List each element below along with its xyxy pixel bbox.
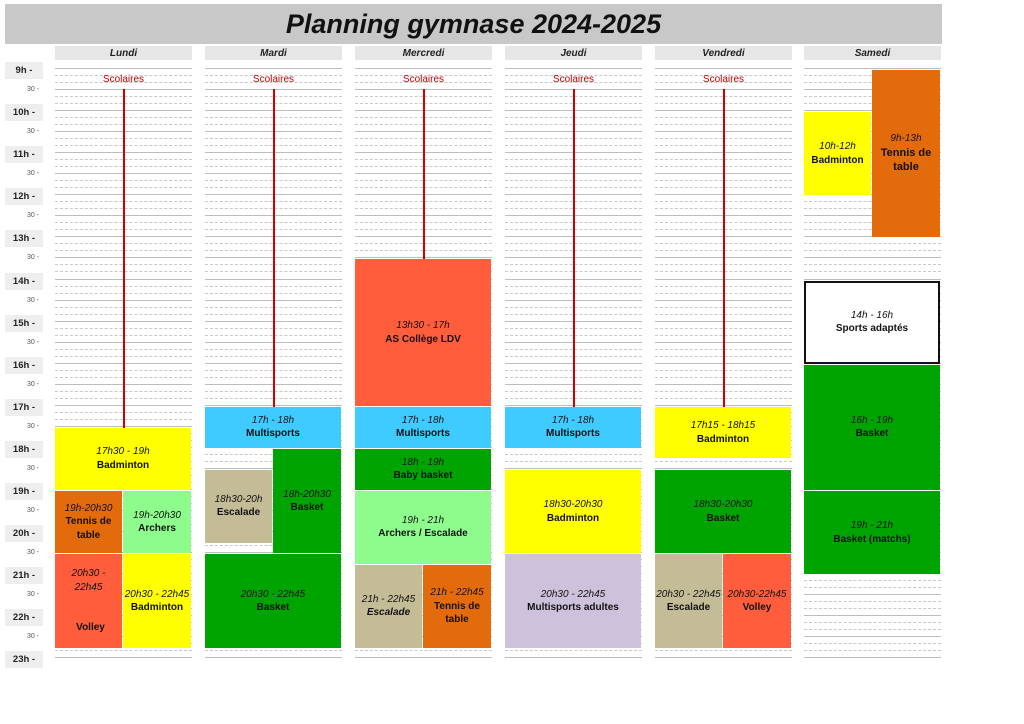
event-block[interactable] (505, 554, 641, 648)
half-hour-label: 30 - (26, 464, 39, 472)
hour-label: 20h - (5, 525, 43, 542)
half-hour-label: 30 - (26, 128, 39, 136)
event-block[interactable] (872, 70, 940, 237)
event-block[interactable] (655, 470, 791, 553)
event-name: Badminton (96, 459, 150, 471)
event-time: 19h-20h30 (64, 502, 113, 514)
scolaires-label: Scolaires (702, 74, 745, 85)
event-name: Archers / Escalade (378, 528, 468, 540)
day-header-mercredi: Mercredi (355, 46, 492, 60)
grid-line (804, 587, 941, 588)
grid-line (655, 68, 792, 69)
event-time: 20h30 - 22h45 (540, 588, 606, 600)
event-name: Basket (290, 502, 324, 514)
event-name: AS Collège LDV (385, 333, 461, 345)
event-time: 18h-20h30 (283, 488, 331, 500)
grid-line (505, 468, 642, 469)
hour-label: 19h - (5, 483, 43, 500)
event-block[interactable] (55, 428, 191, 490)
event-block[interactable] (205, 407, 341, 448)
grid-line (804, 629, 941, 630)
event-time: 18h - 19h (401, 456, 445, 468)
event-block[interactable] (355, 449, 491, 490)
event-time: 18h30-20h (214, 493, 263, 505)
event-name: Tennis de table (880, 146, 932, 174)
hour-label: 12h - (5, 188, 43, 205)
event-time: 17h15 - 18h15 (690, 420, 756, 432)
day-header-jeudi: Jeudi (505, 46, 642, 60)
event-time: 17h - 18h (251, 414, 295, 426)
event-time: 20h30 - 22h45 (656, 588, 721, 600)
event-block[interactable] (804, 112, 871, 195)
event-block[interactable] (355, 259, 491, 405)
grid-line (804, 580, 941, 581)
grid-line (804, 608, 941, 609)
event-block[interactable] (723, 554, 791, 648)
scolaires-line (723, 89, 725, 407)
event-time: 17h30 - 19h (96, 446, 150, 458)
event-block[interactable] (355, 565, 422, 648)
event-name: Multisports (246, 428, 300, 440)
grid-line (804, 622, 941, 623)
day-header-vendredi: Vendredi (655, 46, 792, 60)
event-time: 19h - 21h (401, 514, 445, 526)
hour-label: 11h - (5, 146, 43, 163)
scolaires-line (123, 89, 125, 428)
event-block[interactable] (123, 491, 191, 553)
hour-label: 21h - (5, 567, 43, 584)
half-hour-label: 30 - (26, 86, 39, 94)
grid-line (804, 279, 941, 280)
grid-line (804, 650, 941, 651)
hour-label: 15h - (5, 315, 43, 332)
grid-line (804, 250, 941, 251)
grid-line (655, 657, 792, 658)
half-hour-label: 30 - (26, 296, 39, 304)
grid-line (655, 468, 792, 469)
hour-label: 14h - (5, 273, 43, 290)
event-name: Basket (855, 428, 889, 440)
scolaires-label: Scolaires (552, 74, 595, 85)
half-hour-label: 30 - (26, 254, 39, 262)
event-time: 10h-12h (819, 141, 856, 153)
hour-label: 23h - (5, 651, 43, 668)
grid-line (505, 650, 642, 651)
event-name: Archers (138, 523, 176, 535)
event-time: 18h30-20h30 (693, 499, 753, 511)
event-name: Badminton (130, 602, 184, 613)
grid-line (804, 271, 941, 272)
grid-line (55, 657, 192, 658)
event-name: Escalade (216, 507, 261, 519)
event-name: Multisports (396, 428, 450, 440)
grid-line (804, 257, 941, 258)
grid-line (55, 68, 192, 69)
grid-line (355, 657, 492, 658)
event-block[interactable] (655, 554, 722, 648)
event-time: 21h - 22h45 (430, 587, 484, 599)
event-time: 20h30 - 22h45 (240, 588, 306, 600)
hour-label: 10h - (5, 104, 43, 121)
grid-line (804, 68, 941, 69)
grid-line (355, 650, 492, 651)
event-time: 19h-20h30 (133, 509, 181, 521)
event-name: Multisports adultes (527, 602, 619, 613)
event-time: 17h - 18h (551, 414, 595, 426)
event-block[interactable] (55, 491, 122, 553)
event-block[interactable] (804, 491, 940, 574)
event-block[interactable] (355, 407, 491, 448)
event-name: Escalade (666, 602, 711, 613)
grid-line (804, 601, 941, 602)
grid-line (505, 657, 642, 658)
hour-label: 17h - (5, 399, 43, 416)
half-hour-label: 30 - (26, 591, 39, 599)
event-name: Baby basket (393, 470, 453, 482)
scolaires-line (573, 89, 575, 407)
event-name: Volley (742, 602, 772, 613)
grid-line (804, 636, 941, 637)
event-time: 20h30-22h45 (727, 588, 787, 600)
event-time: 14h - 16h (850, 309, 894, 321)
half-hour-label: 30 - (26, 380, 39, 388)
event-block[interactable] (505, 470, 641, 553)
event-block[interactable] (123, 554, 191, 648)
event-time: 20h30 - 22h45 (71, 568, 106, 593)
event-time: 17h - 18h (401, 414, 445, 426)
hour-label: 18h - (5, 441, 43, 458)
day-header-samedi: Samedi (804, 46, 941, 60)
event-name: Badminton (546, 512, 600, 524)
event-name: Multisports (546, 428, 600, 440)
grid-line (505, 461, 642, 462)
event-time: 13h30 - 17h (396, 320, 450, 332)
event-block[interactable] (273, 449, 341, 553)
event-name: Basket (256, 602, 290, 613)
event-name: Badminton (811, 154, 864, 166)
event-name: Basket (706, 512, 740, 524)
event-time: 20h30 - 22h45 (124, 588, 190, 600)
event-name: Tennis de table (434, 600, 480, 626)
scolaires-label: Scolaires (402, 74, 445, 85)
grid-line (505, 454, 642, 455)
event-time: 21h - 22h45 (361, 593, 416, 605)
half-hour-label: 30 - (26, 507, 39, 515)
hour-label: 16h - (5, 357, 43, 374)
half-hour-label: 30 - (26, 549, 39, 557)
grid-line (804, 615, 941, 616)
event-time: 19h - 21h (850, 520, 894, 532)
event-time: 16h - 19h (850, 414, 894, 426)
page-title: Planning gymnase 2024-2025 (5, 4, 942, 44)
event-name: Tennis de table (65, 516, 112, 541)
event-name: Badminton (696, 433, 750, 445)
grid-line (505, 68, 642, 69)
hour-label: 13h - (5, 230, 43, 247)
grid-line (355, 68, 492, 69)
grid-line (55, 650, 192, 651)
half-hour-label: 30 - (26, 212, 39, 220)
scolaires-label: Scolaires (252, 74, 295, 85)
grid-line (655, 650, 792, 651)
hour-label: 9h - (5, 62, 43, 79)
half-hour-label: 30 - (26, 633, 39, 641)
grid-line (804, 243, 941, 244)
event-block[interactable] (205, 470, 272, 543)
event-name: Volley (76, 622, 105, 634)
half-hour-label: 30 - (26, 170, 39, 178)
grid-line (655, 461, 792, 462)
day-header-mardi: Mardi (205, 46, 342, 60)
event-block[interactable] (804, 365, 940, 490)
event-time: 18h30-20h30 (543, 499, 603, 511)
scolaires-line (423, 89, 425, 259)
event-block[interactable] (355, 491, 491, 564)
half-hour-label: 30 - (26, 422, 39, 430)
event-block[interactable] (804, 281, 940, 364)
event-name: Escalade (366, 607, 411, 619)
grid-line (205, 68, 342, 69)
hour-label: 22h - (5, 609, 43, 626)
grid-line (804, 657, 941, 658)
event-name: Sports adaptés (835, 323, 909, 335)
grid-line (804, 264, 941, 265)
event-block[interactable] (205, 554, 341, 648)
scolaires-label: Scolaires (102, 74, 145, 85)
day-header-lundi: Lundi (55, 46, 192, 60)
grid-line (205, 650, 342, 651)
grid-line (804, 594, 941, 595)
scolaires-line (273, 89, 275, 407)
event-block[interactable] (423, 565, 491, 648)
event-block[interactable] (55, 554, 122, 648)
half-hour-label: 30 - (26, 338, 39, 346)
event-block[interactable] (655, 407, 791, 459)
grid-line (804, 643, 941, 644)
event-block[interactable] (505, 407, 641, 448)
event-name: Basket (matchs) (833, 533, 911, 545)
grid-line (205, 657, 342, 658)
event-time: 9h-13h (890, 133, 922, 145)
